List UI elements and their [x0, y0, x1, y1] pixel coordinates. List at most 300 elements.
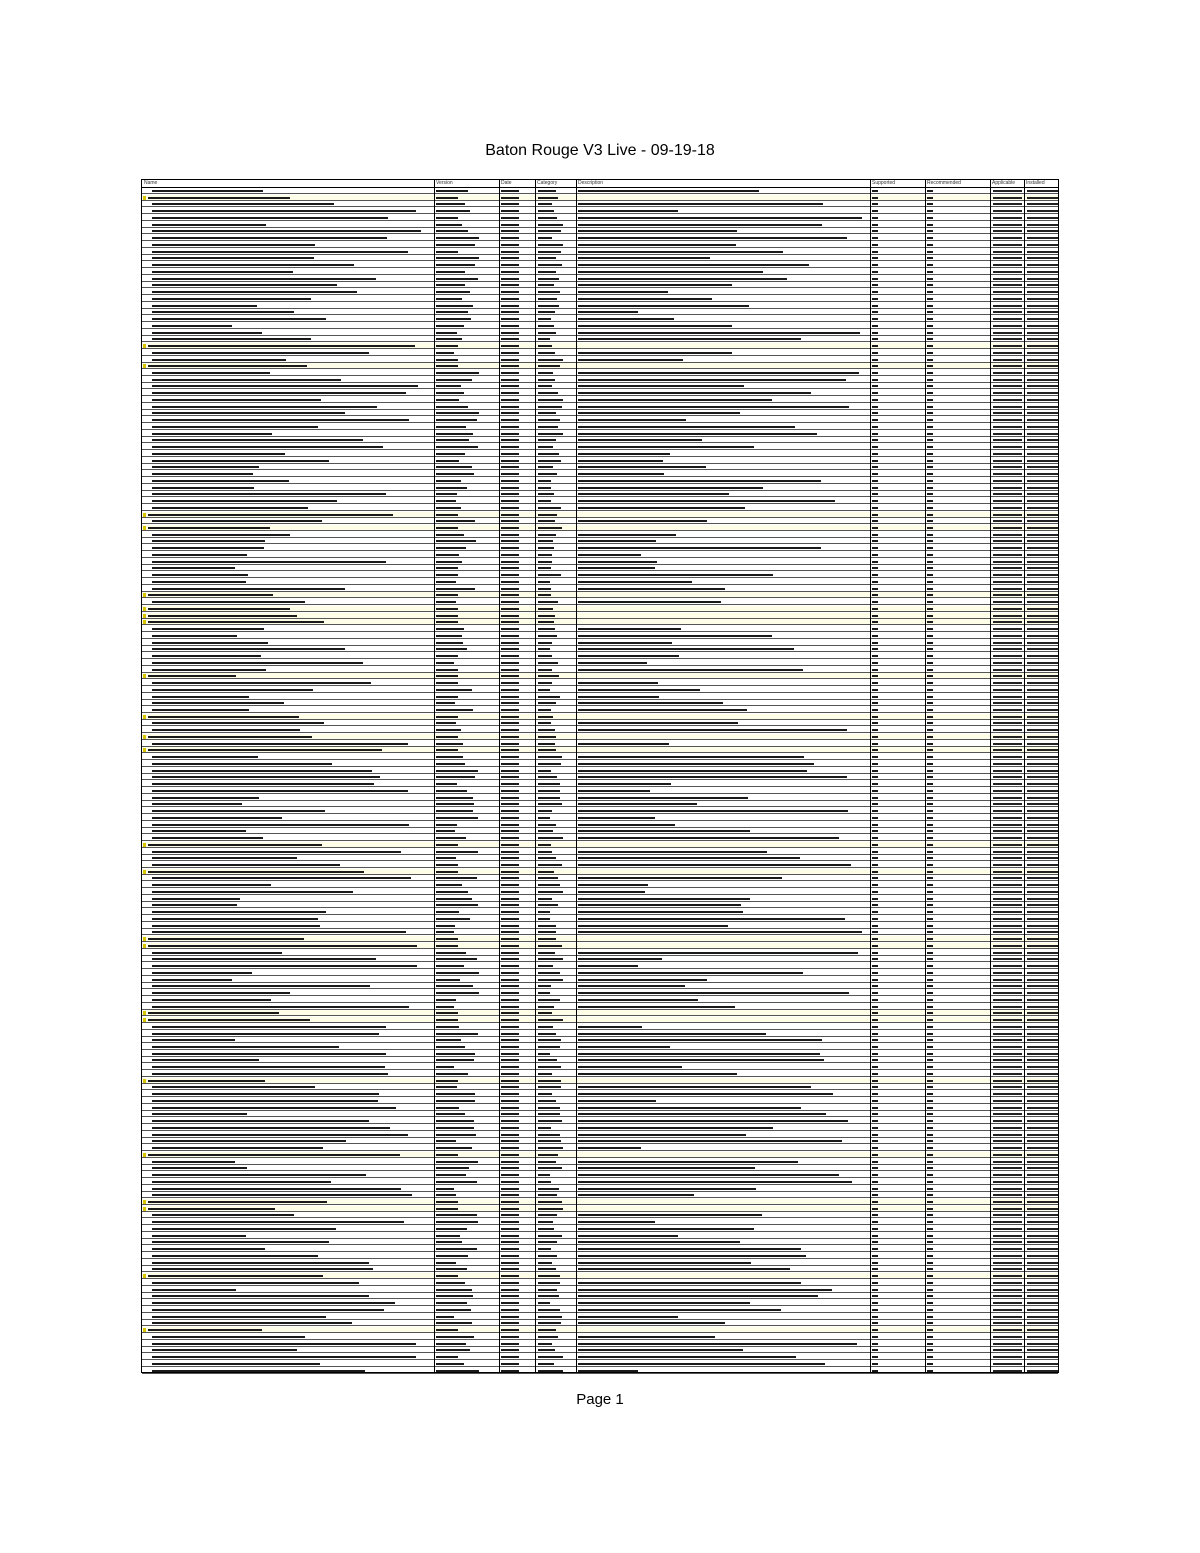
cell-text [872, 385, 878, 387]
cell-text [538, 925, 556, 927]
table-row [142, 694, 1058, 700]
cell-status [993, 824, 1022, 826]
cell-text [872, 439, 878, 441]
cell-text [152, 696, 249, 698]
cell-text [927, 810, 933, 812]
cell-text [927, 554, 933, 556]
cell-text [436, 972, 479, 974]
cell-text [927, 412, 933, 414]
cell-text [538, 655, 552, 657]
cell-text [927, 628, 933, 630]
cell-text [872, 601, 878, 603]
cell-text [538, 904, 558, 906]
cell-status [1027, 851, 1058, 853]
cell-status [1027, 1026, 1058, 1028]
cell-text [927, 581, 933, 583]
cell-text [501, 1039, 519, 1041]
cell-text [538, 743, 555, 745]
cell-status [1027, 871, 1058, 873]
cell-status [993, 197, 1022, 199]
cell-text [578, 642, 672, 644]
cell-status [993, 190, 1022, 192]
cell-status [1027, 608, 1058, 610]
cell-text [538, 197, 558, 199]
cell-text [436, 756, 463, 758]
table-row [142, 1287, 1058, 1293]
cell-status [1027, 628, 1058, 630]
table-row [142, 1111, 1058, 1117]
cell-text [152, 359, 286, 361]
cell-text [927, 534, 933, 536]
cell-text [927, 298, 933, 300]
cell-text [501, 648, 519, 650]
cell-text [872, 453, 878, 455]
cell-status [1027, 952, 1058, 954]
cell-text [538, 763, 561, 765]
cell-text [152, 1033, 379, 1035]
cell-text [436, 251, 458, 253]
cell-text [927, 635, 933, 637]
cell-text [152, 237, 387, 239]
cell-status [993, 1349, 1022, 1351]
cell-status [1027, 743, 1058, 745]
cell-text [578, 446, 754, 448]
table-row [142, 822, 1058, 828]
cell-status [1027, 574, 1058, 576]
table-row [142, 1266, 1058, 1272]
column-header-applicable: Applicable [992, 180, 1016, 186]
cell-text [152, 904, 237, 906]
table-row [142, 188, 1058, 194]
cell-text [927, 1268, 933, 1270]
cell-text [152, 480, 289, 482]
cell-text [501, 480, 519, 482]
table-row [142, 249, 1058, 255]
cell-status [993, 1322, 1022, 1324]
cell-text [927, 1134, 933, 1136]
cell-text [501, 1167, 519, 1169]
cell-text [578, 311, 638, 313]
cell-status [1027, 992, 1058, 994]
cell-text [538, 1026, 553, 1028]
cell-text [538, 1241, 557, 1243]
cell-status [993, 608, 1022, 610]
cell-status [993, 338, 1022, 340]
cell-status [1027, 237, 1058, 239]
cell-text [436, 702, 455, 704]
group-marker-icon [143, 674, 146, 678]
cell-text [501, 1080, 519, 1082]
cell-text [436, 844, 458, 846]
cell-text [152, 1221, 404, 1223]
cell-status [1027, 972, 1058, 974]
cell-status [993, 372, 1022, 374]
cell-text [538, 709, 551, 711]
cell-text [538, 298, 557, 300]
table-row [142, 565, 1058, 571]
table-row [142, 1172, 1058, 1178]
cell-text [501, 1154, 519, 1156]
cell-text [578, 601, 721, 603]
cell-text [501, 884, 519, 886]
table-row [142, 619, 1058, 625]
cell-text [436, 412, 479, 414]
cell-text [436, 1343, 466, 1345]
cell-status [1027, 824, 1058, 826]
cell-status [1027, 1066, 1058, 1068]
cell-status [1027, 1073, 1058, 1075]
cell-text [927, 406, 933, 408]
cell-text [436, 642, 463, 644]
cell-text [152, 702, 284, 704]
cell-text [436, 1316, 454, 1318]
cell-status [1027, 810, 1058, 812]
table-row [142, 316, 1058, 322]
cell-status [1027, 1059, 1058, 1061]
cell-text [501, 945, 519, 947]
cell-text [152, 1268, 373, 1270]
cell-text [538, 1167, 562, 1169]
cell-text [501, 419, 519, 421]
cell-text [872, 1026, 878, 1028]
table-row [142, 1064, 1058, 1070]
cell-text [436, 958, 477, 960]
table-row [142, 451, 1058, 457]
cell-text [927, 1356, 933, 1358]
cell-text [152, 709, 249, 711]
cell-text [927, 473, 933, 475]
cell-text [872, 1188, 878, 1190]
table-row [142, 404, 1058, 410]
cell-text [927, 1322, 933, 1324]
cell-status [993, 851, 1022, 853]
cell-text [872, 1086, 878, 1088]
cell-text [436, 803, 474, 805]
cell-text [927, 318, 933, 320]
cell-status [1027, 918, 1058, 920]
cell-text [538, 473, 557, 475]
cell-text [436, 527, 458, 529]
cell-text [436, 1336, 474, 1338]
table-header-row [142, 180, 1058, 188]
cell-text [538, 965, 553, 967]
cell-text [578, 770, 807, 772]
table-row [142, 1212, 1058, 1218]
cell-text [436, 399, 459, 401]
table-row [142, 761, 1058, 767]
cell-status [993, 244, 1022, 246]
cell-text [501, 1161, 519, 1163]
cell-text [872, 1039, 878, 1041]
cell-text [578, 1343, 857, 1345]
cell-text [436, 877, 477, 879]
cell-status [1027, 412, 1058, 414]
cell-text [152, 952, 282, 954]
cell-text [436, 1127, 474, 1129]
cell-text [872, 1073, 878, 1075]
cell-status [1027, 217, 1058, 219]
cell-status [1027, 1282, 1058, 1284]
cell-text [872, 851, 878, 853]
cell-text [872, 608, 878, 610]
cell-text [578, 419, 686, 421]
cell-text [436, 500, 456, 502]
cell-text [436, 1107, 459, 1109]
cell-status [993, 385, 1022, 387]
cell-text [152, 412, 345, 414]
cell-text [538, 871, 554, 873]
cell-text [538, 1080, 561, 1082]
cell-text [578, 473, 664, 475]
cell-status [993, 675, 1022, 677]
cell-text [872, 871, 878, 873]
cell-text [436, 655, 458, 657]
cell-text [578, 803, 697, 805]
cell-text [436, 230, 468, 232]
cell-text [927, 709, 933, 711]
cell-text [152, 1322, 352, 1324]
cell-text [152, 918, 318, 920]
cell-text [436, 305, 473, 307]
cell-text [872, 426, 878, 428]
cell-text [501, 244, 519, 246]
table-row [142, 626, 1058, 632]
cell-text [152, 1167, 247, 1169]
table-row [142, 1084, 1058, 1090]
cell-text [436, 675, 458, 677]
cell-text [152, 763, 332, 765]
cell-status [1027, 756, 1058, 758]
cell-text [578, 439, 702, 441]
table-row [142, 242, 1058, 248]
cell-text [538, 1046, 560, 1048]
table-row [142, 1307, 1058, 1313]
cell-status [1027, 904, 1058, 906]
table-row [142, 377, 1058, 383]
column-header-category: Category [537, 180, 558, 186]
cell-text [501, 352, 519, 354]
cell-text [501, 1181, 519, 1183]
cell-text [501, 574, 519, 576]
cell-text [501, 763, 519, 765]
cell-text [152, 824, 409, 826]
cell-text [501, 662, 519, 664]
cell-text [872, 271, 878, 273]
cell-text [927, 399, 933, 401]
cell-text [436, 925, 455, 927]
cell-text [538, 675, 559, 677]
cell-status [993, 514, 1022, 516]
cell-status [1027, 1174, 1058, 1176]
cell-text [578, 709, 747, 711]
cell-text [578, 904, 741, 906]
table-row [142, 1024, 1058, 1030]
table-row [142, 855, 1058, 861]
cell-status [993, 345, 1022, 347]
cell-status [1027, 1336, 1058, 1338]
cell-text [538, 426, 558, 428]
cell-text [538, 588, 551, 590]
cell-text [501, 965, 519, 967]
cell-text [501, 547, 519, 549]
cell-text [152, 1059, 259, 1061]
cell-text [436, 1235, 460, 1237]
column-header-version: Version [436, 180, 453, 186]
cell-text [872, 1127, 878, 1129]
cell-text [872, 635, 878, 637]
cell-text [538, 210, 554, 212]
cell-status [1027, 1356, 1058, 1358]
cell-status [1027, 891, 1058, 893]
table-row [142, 1071, 1058, 1077]
cell-text [436, 1140, 456, 1142]
table-row [142, 424, 1058, 430]
cell-text [927, 291, 933, 293]
cell-text [578, 682, 658, 684]
cell-text [578, 1248, 801, 1250]
cell-text [578, 1370, 638, 1372]
cell-text [436, 857, 456, 859]
cell-status [993, 952, 1022, 954]
cell-text [501, 1302, 519, 1304]
cell-text [501, 783, 519, 785]
cell-text [578, 810, 848, 812]
cell-text [927, 1181, 933, 1183]
cell-text [538, 1181, 551, 1183]
cell-status [1027, 1275, 1058, 1277]
cell-text [578, 756, 804, 758]
cell-text [872, 594, 878, 596]
cell-text [501, 372, 519, 374]
cell-text [578, 291, 668, 293]
cell-text [436, 884, 462, 886]
cell-text [927, 608, 933, 610]
cell-status [993, 1363, 1022, 1365]
cell-text [436, 284, 465, 286]
cell-text [501, 1309, 519, 1311]
cell-text [872, 837, 878, 839]
cell-text [927, 1282, 933, 1284]
cell-text [578, 797, 748, 799]
cell-text [152, 325, 232, 327]
cell-text [872, 1302, 878, 1304]
cell-text [501, 898, 519, 900]
cell-status [1027, 1019, 1058, 1021]
cell-status [1027, 938, 1058, 940]
cell-status [993, 520, 1022, 522]
cell-text [578, 406, 849, 408]
group-marker-icon [143, 870, 146, 874]
cell-text [538, 830, 553, 832]
cell-status [1027, 958, 1058, 960]
cell-text [152, 1147, 323, 1149]
cell-text [927, 837, 933, 839]
cell-text [501, 925, 519, 927]
cell-text [501, 743, 519, 745]
cell-text [927, 1033, 933, 1035]
cell-status [1027, 325, 1058, 327]
table-row [142, 909, 1058, 915]
cell-status [1027, 790, 1058, 792]
table-row [142, 606, 1058, 612]
cell-text [436, 466, 472, 468]
cell-status [993, 1356, 1022, 1358]
cell-status [993, 1174, 1022, 1176]
cell-status [1027, 365, 1058, 367]
group-marker-icon [143, 748, 146, 752]
cell-status [993, 1046, 1022, 1048]
table-row [142, 929, 1058, 935]
table-row [142, 640, 1058, 646]
cell-status [1027, 493, 1058, 495]
cell-text [501, 561, 519, 563]
cell-text [436, 628, 464, 630]
cell-text [152, 601, 305, 603]
cell-text [436, 1262, 456, 1264]
table-row [142, 990, 1058, 996]
table-row [142, 795, 1058, 801]
cell-text [436, 696, 458, 698]
cell-text [927, 904, 933, 906]
cell-status [993, 1039, 1022, 1041]
cell-status [993, 958, 1022, 960]
cell-text [501, 540, 519, 542]
cell-text [152, 433, 272, 435]
cell-text [152, 1228, 336, 1230]
cell-text [436, 372, 479, 374]
cell-text [152, 561, 386, 563]
cell-status [993, 601, 1022, 603]
cell-text [436, 1194, 456, 1196]
cell-text [436, 298, 462, 300]
cell-text [436, 810, 473, 812]
cell-text [501, 1134, 519, 1136]
cell-text [872, 770, 878, 772]
cell-text [538, 224, 563, 226]
cell-text [927, 891, 933, 893]
cell-text [501, 197, 519, 199]
cell-text [436, 1161, 478, 1163]
cell-text [872, 1006, 878, 1008]
table-body [142, 188, 1058, 1372]
cell-status [993, 1127, 1022, 1129]
cell-status [993, 1268, 1022, 1270]
cell-status [1027, 460, 1058, 462]
cell-text [436, 1268, 467, 1270]
cell-status [993, 1194, 1022, 1196]
cell-text [538, 817, 550, 819]
cell-text [927, 392, 933, 394]
cell-text [148, 938, 304, 940]
table-row [142, 1192, 1058, 1198]
cell-text [501, 500, 519, 502]
cell-text [538, 561, 552, 563]
cell-text [927, 776, 933, 778]
cell-text [436, 406, 468, 408]
page-number: Page 1 [576, 1391, 624, 1408]
cell-status [993, 439, 1022, 441]
cell-status [993, 790, 1022, 792]
group-marker-icon [143, 196, 146, 200]
cell-status [1027, 1322, 1058, 1324]
cell-text [152, 851, 401, 853]
cell-status [993, 1167, 1022, 1169]
cell-text [538, 891, 563, 893]
cell-text [436, 1012, 458, 1014]
cell-text [501, 412, 519, 414]
cell-status [1027, 1343, 1058, 1345]
cell-text [152, 776, 380, 778]
